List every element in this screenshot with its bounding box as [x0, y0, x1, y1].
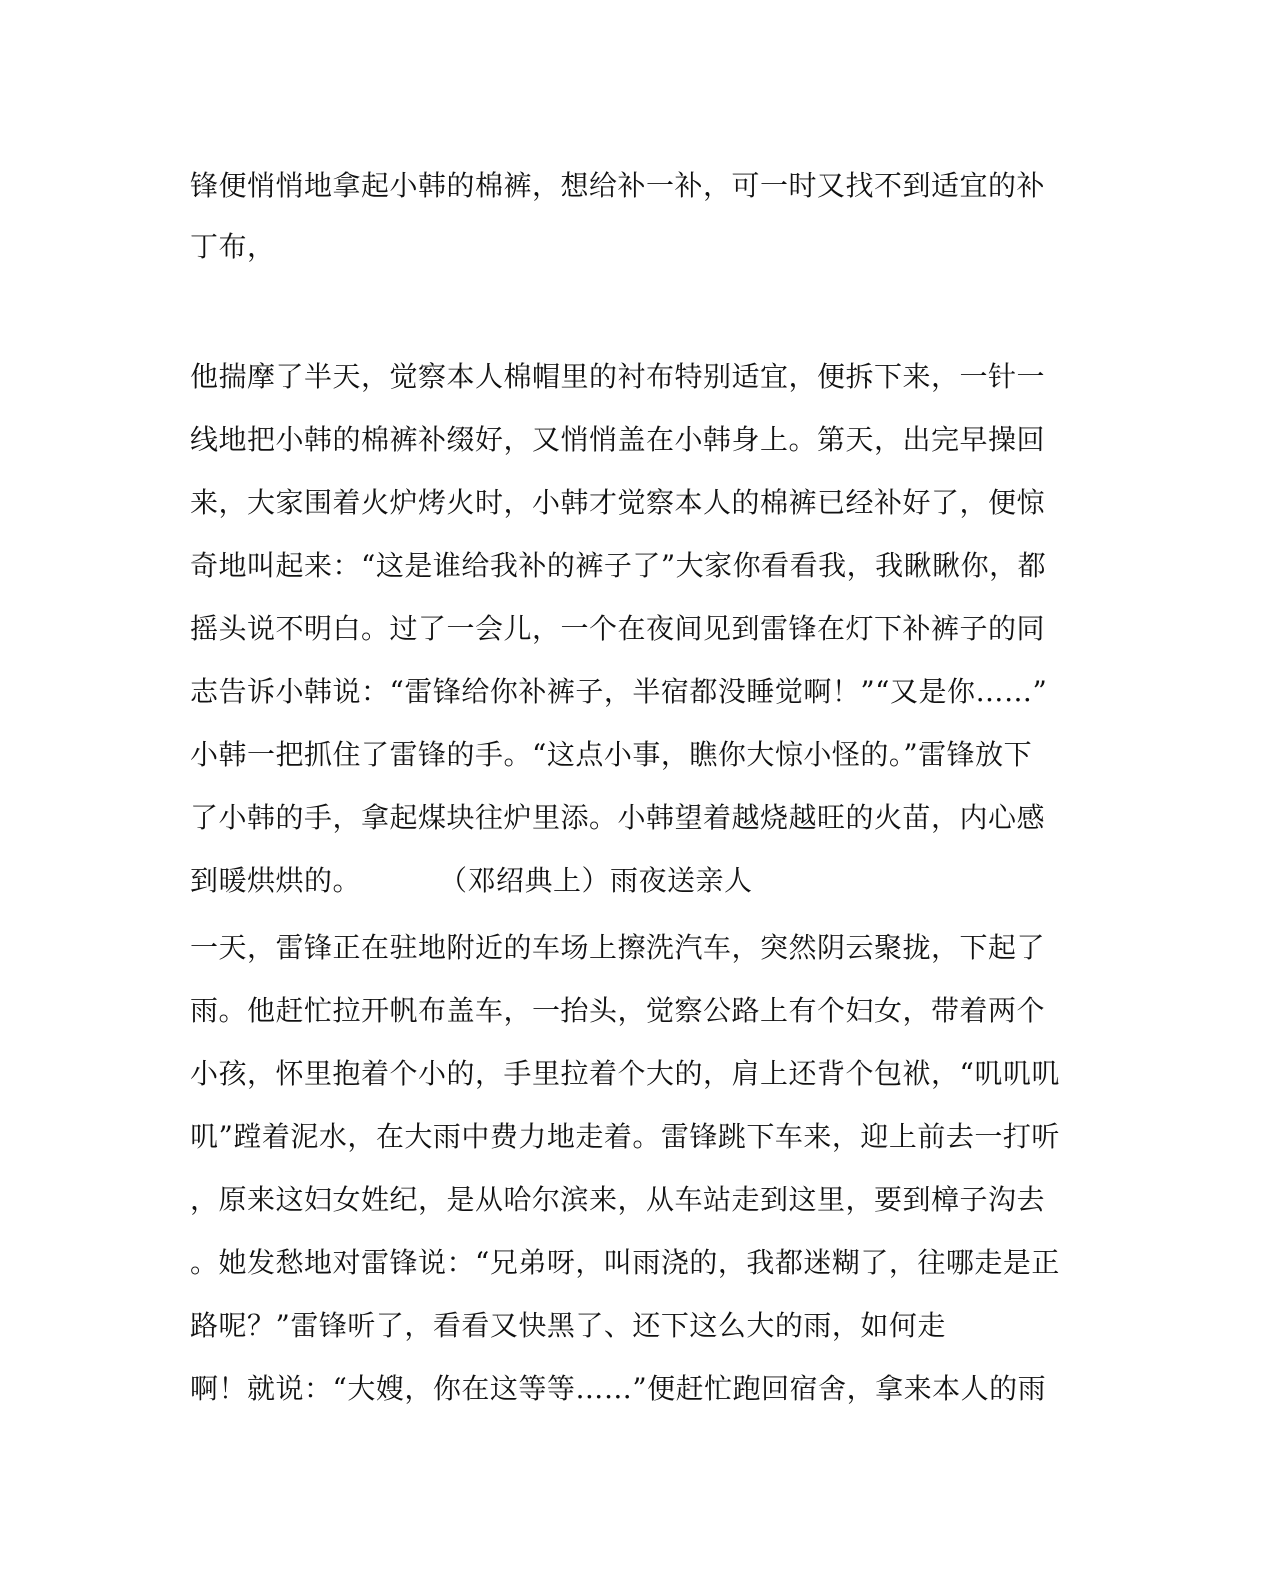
- text-line: 一天，雷锋正在驻地附近的车场上擦洗汽车，突然阴云聚拢，下起了: [190, 931, 1046, 964]
- text-line: 小韩一把抓住了雷锋的手。“这点小事，瞧你大惊小怪的。”雷锋放下: [190, 738, 1033, 771]
- text-line: 他揣摩了半天，觉察本人棉帽里的衬布特别适宜，便拆下来，一针一: [190, 360, 1046, 393]
- text-line: 摇头说不明白。过了一会儿，一个在夜间见到雷锋在灯下补裤子的同: [190, 612, 1046, 645]
- text-line: 。她发愁地对雷锋说：“兄弟呀，叫雨浇的，我都迷糊了，往哪走是正: [190, 1246, 1060, 1279]
- text-line: ，原来这妇女姓纪，是从哈尔滨来，从车站走到这里，要到樟子沟去: [190, 1183, 1046, 1216]
- text-line: 路呢？”雷锋听了，看看又快黑了、还下这么大的雨，如何走: [190, 1309, 946, 1342]
- text-line: 丁布，: [190, 230, 276, 263]
- text-line: 来，大家围着火炉烤火时，小韩才觉察本人的棉裤已经补好了，便惊: [190, 486, 1046, 519]
- text-line: 锋便悄悄地拿起小韩的棉裤，想给补一补，可一时又找不到适宜的补: [190, 169, 1046, 202]
- text-line: 雨。他赶忙拉开帆布盖车，一抬头，觉察公路上有个妇女，带着两个: [190, 994, 1046, 1027]
- text-line: 志告诉小韩说：“雷锋给你补裤子，半宿都没睡觉啊！”“又是你……”: [190, 675, 1048, 708]
- text-line: 了小韩的手，拿起煤块往炉里添。小韩望着越烧越旺的火苗，内心感: [190, 801, 1046, 834]
- section-heading: （邓绍典上）雨夜送亲人: [439, 864, 753, 897]
- text-fragment: 到暖烘烘的。: [190, 864, 362, 897]
- text-line-with-heading: [190, 861, 753, 901]
- text-line: 啊！就说：“大嫂，你在这等等……”便赶忙跑回宿舍，拿来本人的雨: [190, 1372, 1047, 1405]
- text-line: 线地把小韩的棉裤补缀好，又悄悄盖在小韩身上。第天，出完早操回: [190, 423, 1046, 456]
- text-line: 小孩，怀里抱着个小的，手里拉着个大的，肩上还背个包袱，“叽叽叽: [190, 1057, 1060, 1090]
- text-line: 奇地叫起来：“这是谁给我补的裤子了”大家你看看我，我瞅瞅你，都: [190, 549, 1047, 582]
- text-line: 叽”蹚着泥水，在大雨中费力地走着。雷锋跳下车来，迎上前去一打听: [190, 1120, 1060, 1153]
